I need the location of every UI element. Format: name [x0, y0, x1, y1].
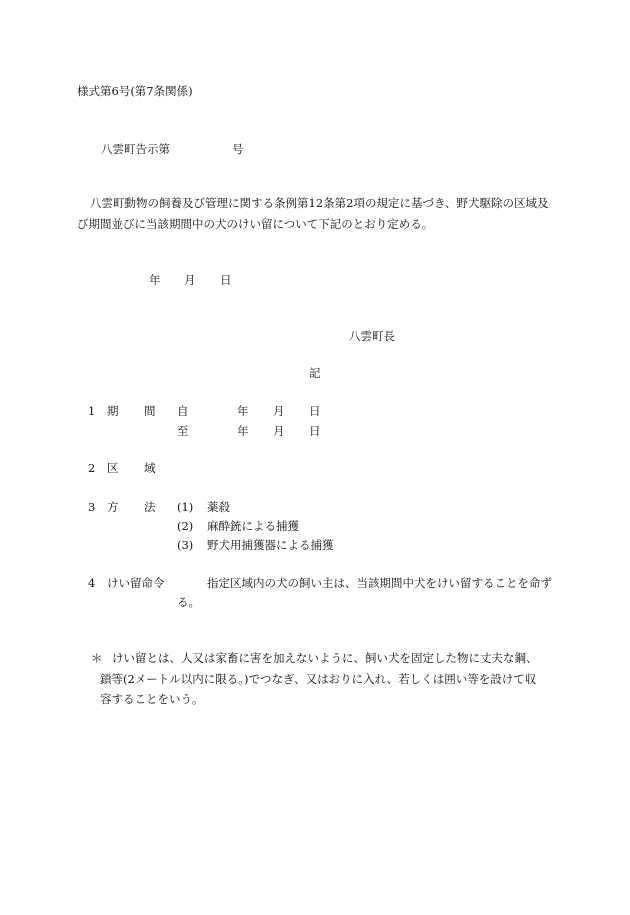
date-month: 月	[184, 273, 196, 287]
date-day: 日	[220, 273, 232, 287]
ki-heading: 記	[309, 366, 321, 380]
item-4-number: 4	[88, 576, 96, 590]
footnote-mark: ＊	[91, 651, 103, 665]
period-from-year: 年	[237, 404, 249, 418]
period-from-month: 月	[273, 404, 285, 418]
footnote-line-3: 容することをいう。	[100, 692, 204, 706]
preamble-line-2: び期間並びに当該期間中の犬のけい留について下記のとおり定める。	[77, 217, 434, 231]
method-option-number: (2)	[177, 519, 194, 533]
tether-order-line-2: る。	[177, 595, 200, 609]
method-option-text: 薬殺	[207, 500, 230, 514]
tether-order-line-1: 指定区域内の犬の飼い主は、当該期間中犬をけい留することを命ず	[207, 576, 552, 590]
period-from-day: 日	[309, 404, 321, 418]
period-to-year: 年	[237, 424, 249, 438]
item-1-label-b: 間	[144, 404, 156, 418]
footnote-line-1: けい留とは、人又は家畜に害を加えないように、飼い犬を固定した物に丈夫な鋼、	[112, 651, 538, 665]
item-1-label-a: 期	[107, 404, 119, 418]
period-to-month: 月	[273, 424, 285, 438]
method-option-text: 麻酔銃による捕獲	[207, 519, 299, 533]
issuer: 八雲町長	[349, 329, 395, 343]
item-3-label-b: 法	[144, 500, 156, 514]
date-year: 年	[149, 273, 161, 287]
item-1-number: 1	[88, 404, 96, 418]
footnote-line-2: 鎖等(2メートル以内に限る。)でつなぎ、又はおりに入れ、若しくは囲い等を設けて収	[100, 672, 537, 686]
notice-prefix: 八雲町告示第	[101, 142, 170, 156]
item-3-number: 3	[88, 500, 96, 514]
method-option-number: (1)	[177, 500, 194, 514]
item-2-label-a: 区	[107, 461, 119, 475]
method-option-text: 野犬用捕獲器による捕獲	[207, 538, 334, 552]
item-2-number: 2	[88, 461, 96, 475]
method-option-number: (3)	[177, 538, 194, 552]
period-to-day: 日	[309, 424, 321, 438]
item-4-label: けい留命令	[107, 576, 165, 590]
item-3-label-a: 方	[107, 500, 119, 514]
period-from-mark: 自	[177, 404, 189, 418]
notice-suffix: 号	[232, 142, 244, 156]
form-label: 様式第6号(第7条関係)	[77, 84, 193, 98]
period-to-mark: 至	[177, 424, 189, 438]
preamble-line-1: 八雲町動物の飼養及び管理に関する条例第12条第2項の規定に基づき、野犬駆除の区域及	[90, 196, 549, 210]
item-2-label-b: 域	[144, 461, 156, 475]
